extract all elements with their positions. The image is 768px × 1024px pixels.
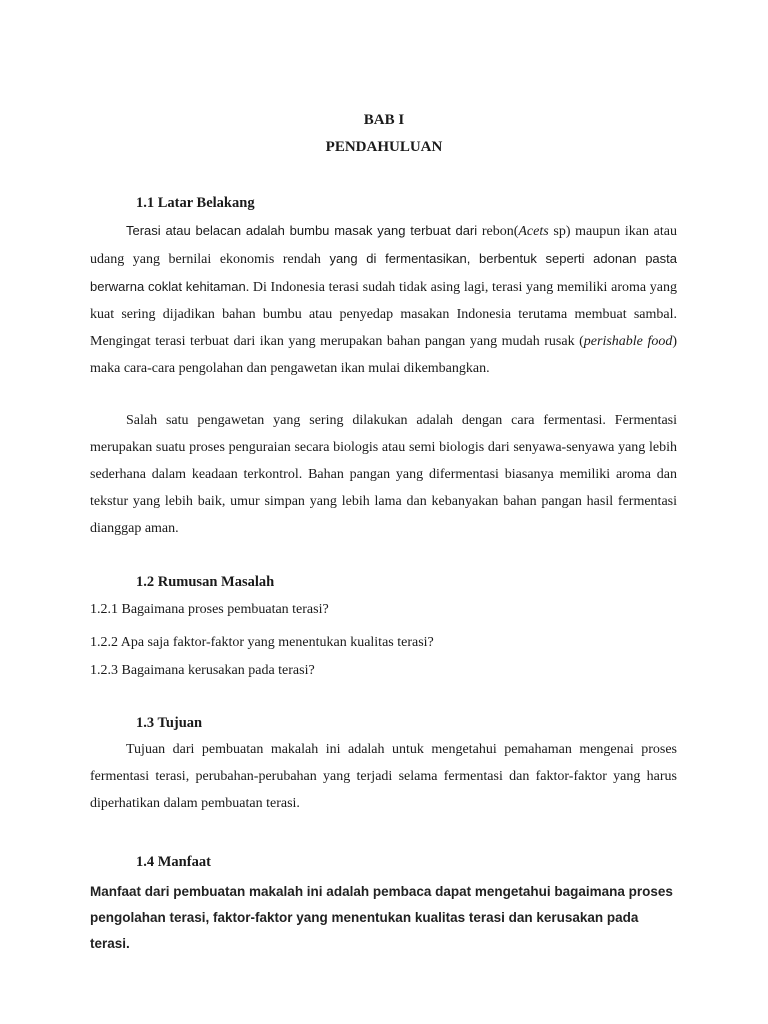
text-run: sp) maupun ikan atau udang yang bernilai ekonomis rendah [90, 224, 678, 267]
chapter-number: BAB I [363, 112, 405, 128]
paragraph-manfaat: Manfaat dari pembuatan makalah ini adalah pembaca dapat mengetahui bagaimana proses pengolahan terasi, faktor-faktor yang menentukan kualitas terasi dan kerusakan pada terasi. [90, 884, 673, 951]
list-item: 1.2.1 Bagaimana proses pembuatan terasi? [90, 602, 329, 617]
italic-term: perishable food [583, 334, 673, 349]
chapter-title: PENDAHULUAN [325, 139, 443, 155]
section-heading-manfaat: 1.4 Manfaat [136, 854, 211, 870]
section-heading-tujuan: 1.3 Tujuan [136, 715, 203, 731]
text-run: ) maka cara-cara pengolahan dan pengawetan ikan mulai dikembangkan. [90, 334, 678, 376]
species-name: Acets [518, 224, 549, 239]
text-run: . Di Indonesia terasi sudah tidak asing lagi, terasi yang memiliki aroma yang kuat sering dijadikan bahan bumbu atau penyedap masakan Indonesia terutama membuat sambal. Mengingat terasi terbuat dari ikan yang merupakan bahan pangan yang mudah rusak ( [90, 280, 677, 349]
list-item: 1.2.2 Apa saja faktor-faktor yang menentukan kualitas terasi? [90, 635, 434, 650]
text-run: rebon( [477, 224, 519, 239]
paragraph-latar-belakang-2: Salah satu pengawetan yang sering dilakukan adalah dengan cara fermentasi. Fermentasi merupakan suatu proses penguraian secara biologis atau semi biologis dari senyawa-senyawa yang lebih sederhana dalam keadaan terkontrol. Bahan pangan yang difermentasi biasanya memiliki aroma dan tekstur yang lebih baik, umur simpan yang lebih lama dan kebanyakan bahan pangan hasil fermentasi dianggap aman. [90, 413, 677, 536]
sans-text-run: yang di fermentasikan, berbentuk seperti adonan pasta berwarna coklat kehitaman [90, 251, 677, 294]
section-heading-latar-belakang: 1.1 Latar Belakang [136, 195, 255, 211]
section-heading-rumusan-masalah: 1.2 Rumusan Masalah [136, 574, 275, 590]
paragraph-latar-belakang-1 [90, 217, 677, 382]
list-item: 1.2.3 Bagaimana kerusakan pada terasi? [90, 663, 315, 678]
paragraph-tujuan: Tujuan dari pembuatan makalah ini adalah untuk mengetahui pemahaman mengenai proses fermentasi terasi, perubahan-perubahan yang terjadi selama fermentasi dan faktor-faktor yang harus diperhatikan dalam pembuatan terasi. [90, 742, 677, 811]
sans-text-run: Terasi atau belacan adalah bumbu masak yang terbuat dari [126, 223, 478, 238]
